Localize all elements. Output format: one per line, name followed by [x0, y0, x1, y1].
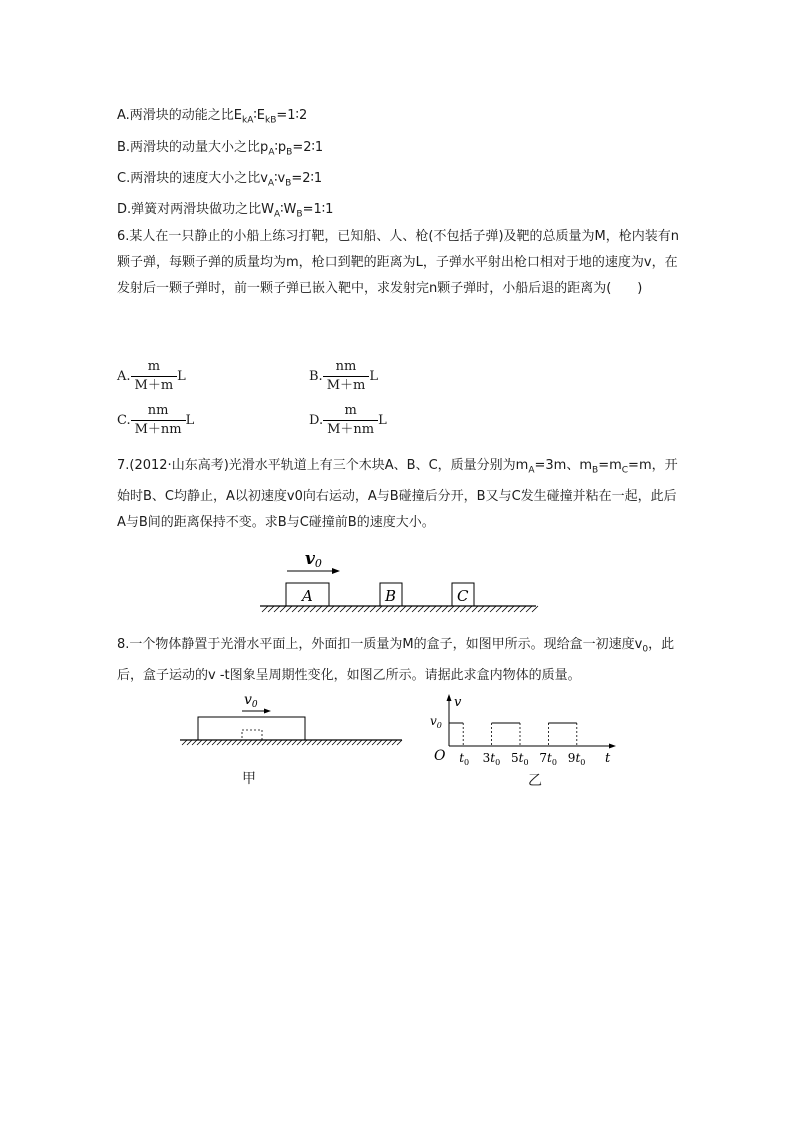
hatch-mark: [362, 740, 367, 745]
hatch-mark: [322, 606, 328, 612]
hatch-mark: [392, 740, 397, 745]
q6-question-text: 6.某人在一只静止的小船上练习打靶，已知船、人、枪(不包括子弹)及靶的总质量为M，枪内装有n颗子弹，每颗子弹的质量均为m，枪口到靶的距离为L，子弹水平射出枪口相对于地的速度为v，在发射后一颗子弹时，前一颗子弹已嵌入靶中，求发射完n颗子弹时，小船后退的距离为( ): [117, 229, 680, 296]
caption-yi: 乙: [528, 773, 542, 789]
hatch-mark: [187, 740, 192, 745]
q6-option-a: A. $\frac{m}{M+m}$ L: [117, 359, 186, 393]
q8-figure-yi: [425, 690, 620, 766]
q5-option-b: B.两滑块的动量大小之比$p_A∶p_B=2∶1$: [117, 140, 324, 158]
hatch-mark: [367, 740, 372, 745]
hatch-mark: [412, 606, 418, 612]
jia-velocity-label: $v_0$: [244, 692, 258, 710]
q6-option-d: D. $\frac{m}{M+nm}$ L: [309, 403, 387, 437]
hatch-mark: [280, 606, 286, 612]
q5-option-a: A.两滑块的动能之比$E_{kA}∶E_{kB}=1∶2$: [117, 108, 308, 126]
hatch-mark: [268, 606, 274, 612]
hatch-mark: [274, 606, 280, 612]
q5-option-c: C.两滑块的速度大小之比$v_A∶v_B=2∶1$: [117, 171, 323, 189]
hatch-mark: [502, 606, 508, 612]
hatch-mark: [448, 606, 454, 612]
hatch-mark: [207, 740, 212, 745]
hatch-mark: [418, 606, 424, 612]
hatch-mark: [484, 606, 490, 612]
yi-time-ticks: [459, 751, 585, 766]
q8-figure-jia: [178, 690, 406, 750]
hatch-mark: [202, 740, 207, 745]
hatch-mark: [332, 740, 337, 745]
hatch-mark: [297, 740, 302, 745]
hatch-mark: [287, 740, 292, 745]
hatch-mark: [357, 740, 362, 745]
yi-tick-label: $5t_0$: [511, 751, 529, 766]
hatch-mark: [382, 740, 387, 745]
block-b-label: B: [385, 587, 397, 605]
hatch-mark: [430, 606, 436, 612]
q7-figure-blocks: [258, 545, 540, 620]
jia-velocity-arrow-head: [264, 709, 271, 714]
hatch-mark: [478, 606, 484, 612]
hatch-mark: [312, 740, 317, 745]
hatch-mark: [232, 740, 237, 745]
q7-question-text: 7.(2012·山东高考)光滑水平轨道上有三个木块A、B、C，质量分别为$m_A=3m$、$m_B=m_C=m$，开始时B、C均静止，A以初速度v0向右运动，A与B碰撞后分开，B又与C发生碰撞并粘在一起，此后A与B间的距离保持不变。求B与C碰撞前B的速度大小。: [117, 458, 678, 530]
hatch-mark: [317, 740, 322, 745]
hatch-mark: [358, 606, 364, 612]
hatch-mark: [520, 606, 526, 612]
hatch-mark: [286, 606, 292, 612]
hatch-mark: [532, 606, 538, 612]
q7-velocity-label: v0: [305, 549, 322, 570]
hatch-mark: [387, 740, 392, 745]
caption-jia: 甲: [242, 771, 256, 787]
hatch-mark: [370, 606, 376, 612]
hatch-mark: [466, 606, 472, 612]
hatch-mark: [460, 606, 466, 612]
hatch-mark: [337, 740, 342, 745]
hatch-mark: [310, 606, 316, 612]
yi-t-axis-arrow: [609, 744, 616, 749]
hatch-mark: [292, 606, 298, 612]
q6-option-b: B. $\frac{nm}{M+m}$ L: [309, 359, 378, 393]
block-c-label: C: [457, 587, 469, 605]
hatch-mark: [388, 606, 394, 612]
box-m: [198, 717, 305, 740]
hatch-mark: [514, 606, 520, 612]
hatch-mark: [382, 606, 388, 612]
yi-velocity-pulses: [449, 723, 577, 746]
hatch-mark: [352, 740, 357, 745]
q7-velocity-arrow-head: [332, 568, 340, 574]
hatch-mark: [192, 740, 197, 745]
hatch-mark: [302, 740, 307, 745]
yi-v-axis-arrow: [447, 694, 452, 701]
hatch-mark: [328, 606, 334, 612]
hatch-mark: [377, 740, 382, 745]
hatch-mark: [394, 606, 400, 612]
hatch-mark: [327, 740, 332, 745]
yi-tick-label: $t_0$: [459, 751, 470, 766]
q8-question-text: 8.一个物体静置于光滑水平面上，外面扣一质量为M的盒子，如图甲所示。现给盒一初速度$v_0$，此后，盒子运动的v -t图象呈周期性变化，如图乙所示。请据此求盒内物体的质量。: [117, 637, 675, 683]
hatch-mark: [298, 606, 304, 612]
hatch-mark: [442, 606, 448, 612]
q5-option-d: D.弹簧对两滑块做功之比$W_A∶W_B=1∶1$: [117, 202, 334, 220]
hatch-mark: [242, 740, 247, 745]
hatch-mark: [508, 606, 514, 612]
hatch-mark: [424, 606, 430, 612]
hatch-mark: [277, 740, 282, 745]
hatch-mark: [182, 740, 187, 745]
jia-hatching: [182, 740, 402, 745]
hatch-mark: [257, 740, 262, 745]
hatch-mark: [222, 740, 227, 745]
q7-track-hatching: [262, 606, 538, 612]
hatch-mark: [262, 740, 267, 745]
hatch-mark: [397, 740, 402, 745]
hatch-mark: [307, 740, 312, 745]
hatch-mark: [472, 606, 478, 612]
hatch-mark: [217, 740, 222, 745]
hatch-mark: [490, 606, 496, 612]
yi-v0-label: $v_0$: [430, 714, 442, 730]
hatch-mark: [346, 606, 352, 612]
hatch-mark: [526, 606, 532, 612]
yi-tick-label: $3t_0$: [482, 751, 501, 766]
hatch-mark: [334, 606, 340, 612]
block-a-label: A: [302, 587, 313, 605]
yi-origin-label: O: [434, 748, 446, 764]
q6-option-c: C. $\frac{nm}{M+nm}$ L: [117, 403, 195, 437]
hatch-mark: [292, 740, 297, 745]
hatch-mark: [340, 606, 346, 612]
hatch-mark: [316, 606, 322, 612]
yi-tick-label: $7t_0$: [539, 751, 557, 766]
hatch-mark: [372, 740, 377, 745]
hatch-mark: [364, 606, 370, 612]
hatch-mark: [247, 740, 252, 745]
hatch-mark: [436, 606, 442, 612]
hatch-mark: [304, 606, 310, 612]
hatch-mark: [262, 606, 268, 612]
hatch-mark: [197, 740, 202, 745]
hatch-mark: [272, 740, 277, 745]
yi-t-axis-label: t: [605, 751, 611, 766]
hatch-mark: [347, 740, 352, 745]
hatch-mark: [352, 606, 358, 612]
yi-tick-label: $9t_0$: [567, 751, 586, 766]
hatch-mark: [282, 740, 287, 745]
hatch-mark: [322, 740, 327, 745]
yi-v-axis-label: v: [454, 695, 462, 710]
hatch-mark: [454, 606, 460, 612]
hatch-mark: [227, 740, 232, 745]
hatch-mark: [400, 606, 406, 612]
hatch-mark: [496, 606, 502, 612]
hatch-mark: [252, 740, 257, 745]
hatch-mark: [342, 740, 347, 745]
hatch-mark: [212, 740, 217, 745]
hatch-mark: [376, 606, 382, 612]
hatch-mark: [267, 740, 272, 745]
hatch-mark: [237, 740, 242, 745]
hatch-mark: [406, 606, 412, 612]
